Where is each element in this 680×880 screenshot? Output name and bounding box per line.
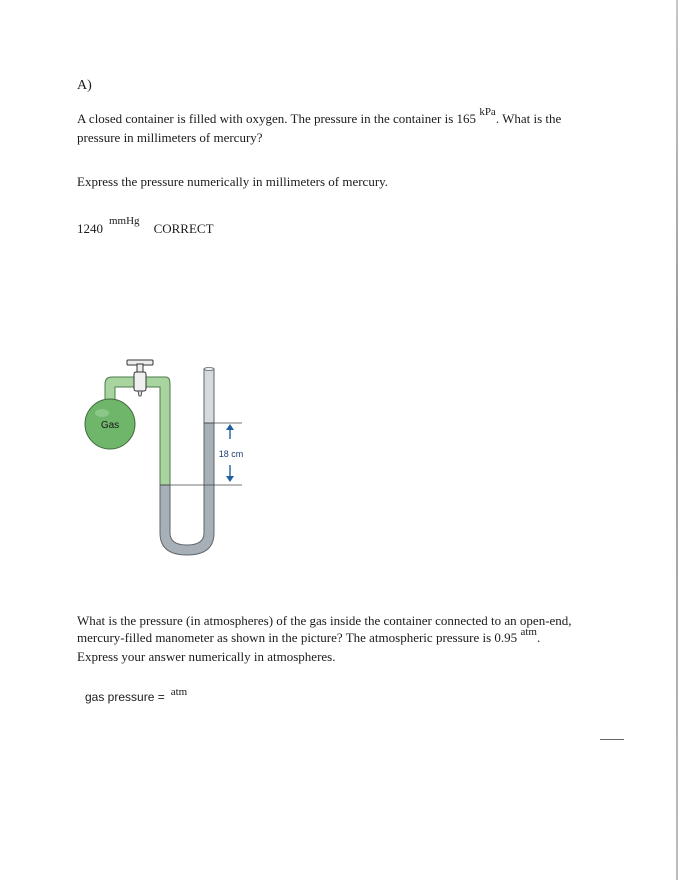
question-2-line2: mercury-filled manometer as shown in the picture? The atmospheric pressure is 0.95 xyxy=(77,630,518,645)
question-2-line1: What is the pressure (in atmospheres) of the gas inside the container connected to an open-end, xyxy=(77,613,572,628)
question-1-line2: pressure in millimeters of mercury? xyxy=(77,130,263,145)
question-1-unit: kPa xyxy=(479,106,496,118)
question-1-text-after: . What is the xyxy=(495,111,562,126)
question-1 xyxy=(77,106,562,146)
height-arrowhead-down xyxy=(226,476,234,482)
height-label: 18 cm xyxy=(218,449,244,459)
question-2-line3: Express your answer numerically in atmospheres. xyxy=(77,649,336,664)
gas-label: Gas xyxy=(100,420,120,431)
page-edge xyxy=(676,0,678,880)
stopcock-tip xyxy=(138,391,142,396)
question-2-unit: atm xyxy=(520,626,537,638)
question-2 xyxy=(77,612,572,665)
gas-pressure-unit: atm xyxy=(170,686,188,698)
manometer-diagram xyxy=(80,355,260,570)
stopcock-valve xyxy=(134,372,146,391)
bulb-highlight xyxy=(95,409,109,417)
question-2-line2-end: . xyxy=(536,630,541,645)
scan-mark xyxy=(600,739,624,740)
answer-2 xyxy=(85,686,188,704)
answer-1-unit: mmHg xyxy=(109,215,140,227)
height-arrowhead-up xyxy=(226,424,234,430)
question-1-text: A closed container is filled with oxygen. The pressure in the container is 165 xyxy=(77,111,477,126)
answer-1 xyxy=(77,215,214,237)
part-label: A) xyxy=(77,78,92,93)
answer-1-status: CORRECT xyxy=(153,221,214,236)
answer-1-value[interactable]: 1240 xyxy=(77,221,103,236)
gas-pressure-label: gas pressure = xyxy=(85,690,165,704)
open-end-rim xyxy=(204,368,214,371)
instruction-1: Express the pressure numerically in millimeters of mercury. xyxy=(77,174,389,189)
